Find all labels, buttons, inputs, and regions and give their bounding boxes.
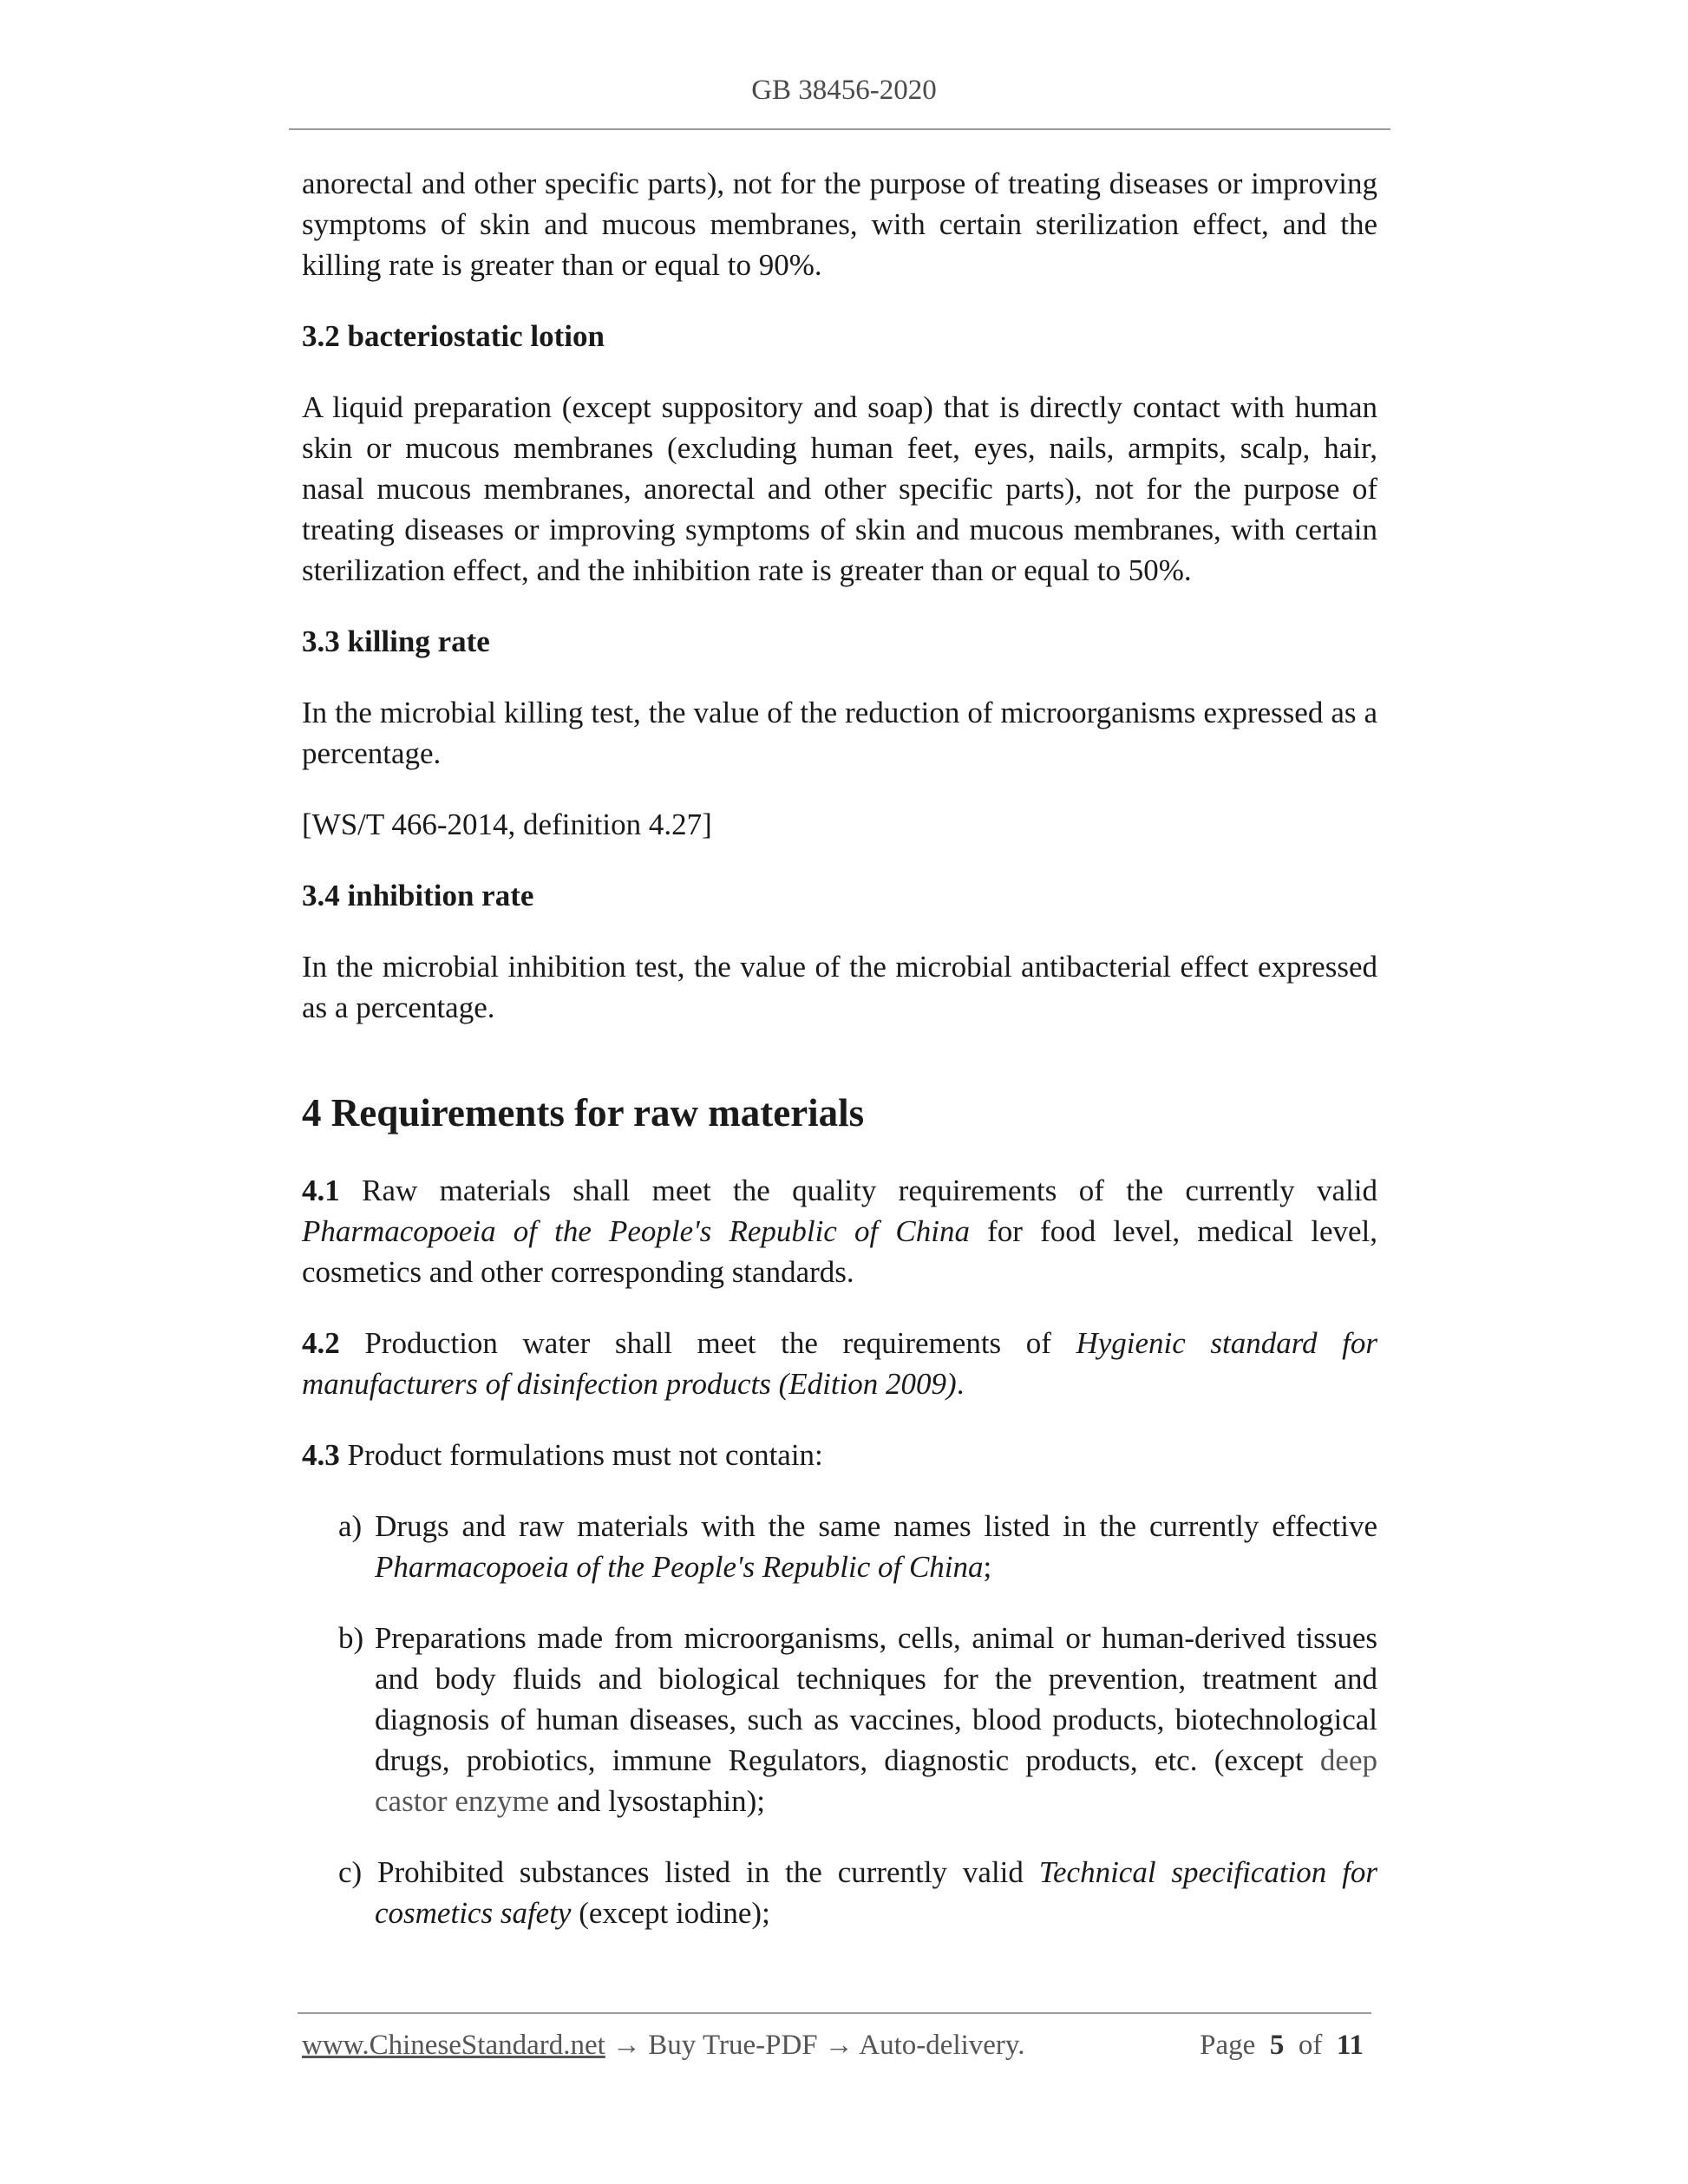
clause-4-2-title-italic: Hygienic standard for manufacturers of disinfection products (Edition 2009) bbox=[302, 1326, 1377, 1401]
clause-4-2-number: 4.2 bbox=[302, 1326, 340, 1360]
list-item-a-end: ; bbox=[983, 1550, 992, 1584]
list-item-c-text: c) Prohibited substances listed in the currently valid bbox=[338, 1855, 1039, 1889]
page-label: Page bbox=[1200, 2030, 1256, 2061]
clause-4-3-text: Product formulations must not contain: bbox=[339, 1438, 823, 1472]
footer-promo-text: → Buy True-PDF → Auto-delivery. bbox=[605, 2030, 1025, 2061]
term-3-2-heading: 3.2 bacteriostatic lotion bbox=[302, 319, 605, 353]
total-pages: 11 bbox=[1336, 2030, 1364, 2061]
clause-4-1 bbox=[302, 1170, 1377, 1292]
page-header: GB 38456-2020 bbox=[751, 75, 937, 106]
clause-4-2-text-b: . bbox=[956, 1367, 965, 1401]
current-page: 5 bbox=[1269, 2030, 1285, 2061]
page-number bbox=[1200, 2030, 1364, 2062]
list-item-b-text: b) Preparations made from microorganisms, cells, animal or human-derived tissues and body fluids and biological techniques for the prevention, treatment and diagnosis of human diseases, such as vaccines, blood products, biotechnological drugs, probiotics, immune Regulators, diagnostic products, etc. (except bbox=[338, 1621, 1377, 1777]
document-body bbox=[302, 163, 1377, 1964]
clause-4-2-text-a: Production water shall meet the requirements of bbox=[339, 1326, 1076, 1360]
list-item-b-end: and lysostaphin); bbox=[549, 1784, 766, 1818]
list-item-c bbox=[338, 1852, 1377, 1933]
term-3-3-reference: [WS/T 466-2014, definition 4.27] bbox=[302, 808, 712, 841]
clause-4-2 bbox=[302, 1323, 1377, 1404]
term-3-4-definition: In the microbial inhibition test, the value of the microbial antibacterial effect expressed as a percentage. bbox=[302, 950, 1377, 1024]
section-4-title: 4 Requirements for raw materials bbox=[302, 1091, 865, 1135]
list-item-c-end: (except iodine); bbox=[571, 1896, 770, 1930]
of-label: of bbox=[1298, 2030, 1323, 2061]
list-item-a-text: a) Drugs and raw materials with the same names listed in the currently effective bbox=[338, 1509, 1377, 1543]
term-3-3-heading: 3.3 killing rate bbox=[302, 624, 490, 658]
list-item-a bbox=[338, 1506, 1377, 1587]
list-item-b-gray-term: deep castor enzyme bbox=[375, 1743, 1377, 1818]
clause-4-1-number: 4.1 bbox=[302, 1174, 340, 1207]
footer-promo bbox=[302, 2030, 1025, 2062]
list-item-b bbox=[338, 1618, 1377, 1821]
term-3-2-definition: A liquid preparation (except suppository and soap) that is directly contact with human skin or mucous membranes (excluding human feet, eyes, nails, armpits, scalp, hair, nasal mucous membranes, anorectal and other specific parts), not for the purpose of treating diseases or improving symptoms of skin and mucous membranes, with certain sterilization effect, and the inhibition rate is greater than or equal to 50%. bbox=[302, 390, 1377, 587]
clause-4-1-text-a: Raw materials shall meet the quality requirements of the currently valid bbox=[339, 1174, 1377, 1207]
header-divider bbox=[289, 128, 1390, 130]
paragraph-3-1-continued: anorectal and other specific parts), not for the purpose of treating diseases or improving symptoms of skin and mucous membranes, with certain sterilization effect, and the killing rate is greater than or equal to 90%. bbox=[302, 167, 1377, 282]
list-item-c-italic: Technical specification for cosmetics safety bbox=[375, 1855, 1377, 1930]
clause-4-3 bbox=[302, 1435, 1377, 1475]
term-3-4-heading: 3.4 inhibition rate bbox=[302, 879, 534, 912]
list-item-a-italic: Pharmacopoeia of the People's Republic of China bbox=[375, 1550, 984, 1584]
clause-4-3-number: 4.3 bbox=[302, 1438, 340, 1472]
footer-divider bbox=[298, 2012, 1371, 2014]
term-3-3-definition: In the microbial killing test, the value of the reduction of microorganisms expressed as a percentage. bbox=[302, 696, 1377, 770]
clause-4-1-title-italic: Pharmacopoeia of the People's Republic of China bbox=[302, 1214, 970, 1248]
clause-4-1-text-b: for food level, medical level, cosmetics and other corresponding standards. bbox=[302, 1214, 1377, 1289]
website-link[interactable]: www.ChineseStandard.net bbox=[302, 2030, 605, 2061]
